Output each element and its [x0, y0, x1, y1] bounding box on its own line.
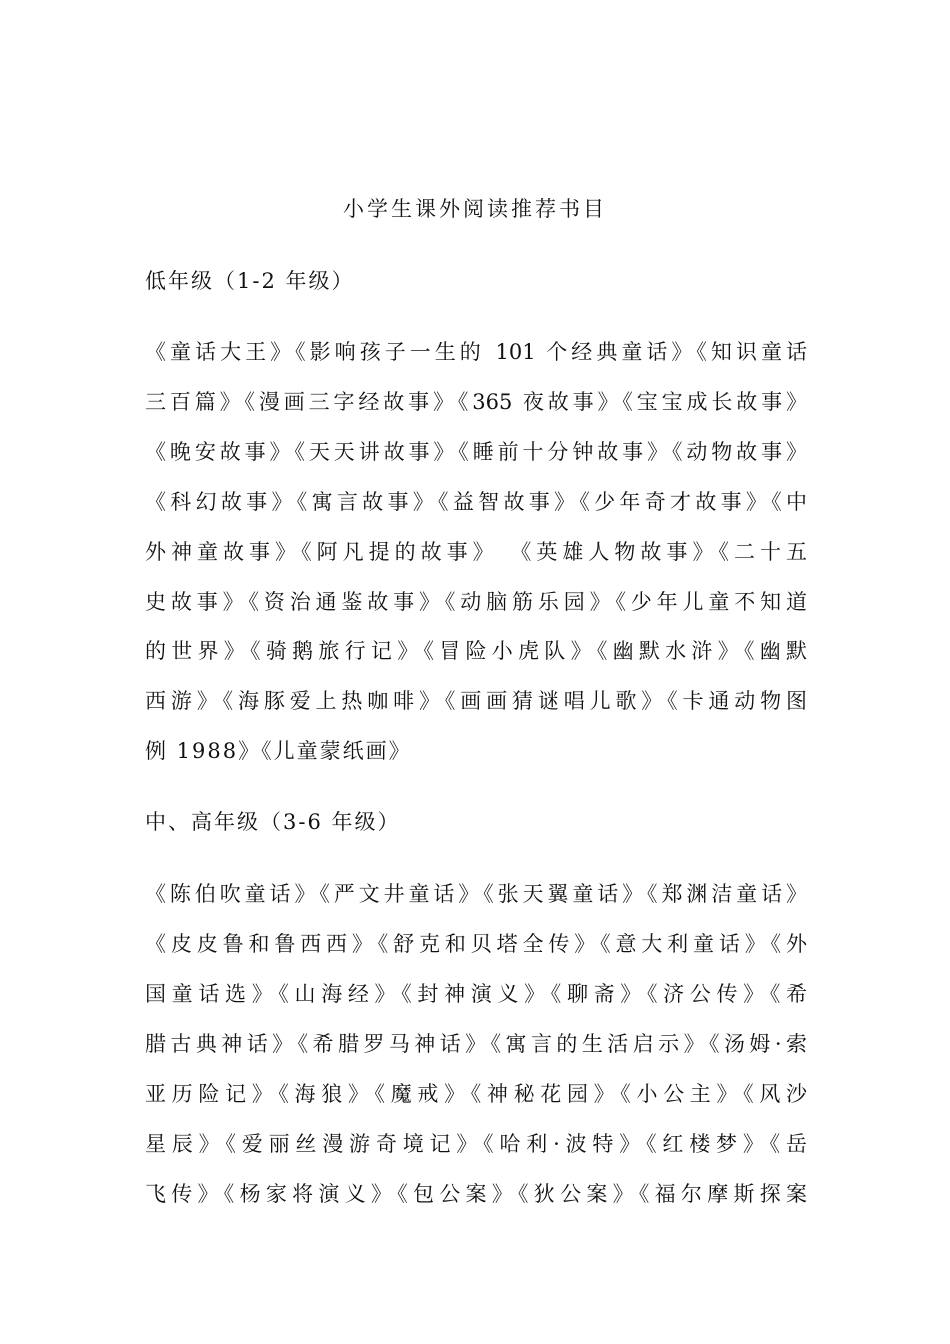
book-list-line: 腊古典神话》《希腊罗马神话》《寓言的生活启示》《汤姆·索	[145, 1032, 807, 1056]
book-list-line: 《皮皮鲁和鲁西西》《舒克和贝塔全传》《意大利童话》《外	[145, 932, 807, 956]
book-list-line: 三百篇》《漫画三字经故事》《365 夜故事》《宝宝成长故事》	[145, 390, 807, 414]
book-list-line: 星辰》《爱丽丝漫游奇境记》《哈利·波特》《红楼梦》《岳	[145, 1132, 807, 1156]
book-list-line: 西游》《海豚爱上热咖啡》《画画猜谜唱儿歌》《卡通动物图	[145, 689, 807, 713]
document-title: 小学生课外阅读推荐书目	[343, 197, 607, 221]
book-list-line: 《陈伯吹童话》《严文井童话》《张天翼童话》《郑渊洁童话》	[145, 882, 807, 906]
section-heading-lower-grades: 低年级（1-2 年级）	[145, 269, 355, 293]
book-list-line: 史故事》《资治通鉴故事》《动脑筋乐园》《少年儿童不知道	[145, 590, 807, 614]
book-list-line: 《晚安故事》《天天讲故事》《睡前十分钟故事》《动物故事》	[145, 440, 807, 464]
book-list-line: 《科幻故事》《寓言故事》《益智故事》《少年奇才故事》《中	[145, 490, 807, 514]
book-list-line: 国童话选》《山海经》《封神演义》《聊斋》《济公传》《希	[145, 982, 807, 1006]
book-list-line: 外神童故事》《阿凡提的故事》 《英雄人物故事》《二十五	[145, 540, 807, 564]
book-list-line: 的世界》《骑鹅旅行记》《冒险小虎队》《幽默水浒》《幽默	[145, 639, 807, 663]
book-list-line: 亚历险记》《海狼》《魔戒》《神秘花园》《小公主》《风沙	[145, 1082, 807, 1106]
section-heading-upper-grades: 中、高年级（3-6 年级）	[145, 810, 401, 834]
book-list-line: 《童话大王》《影响孩子一生的 101 个经典童话》《知识童话	[145, 340, 807, 364]
book-list-line: 例 1988》《儿童蒙纸画》	[145, 739, 412, 763]
book-list-line: 飞传》《杨家将演义》《包公案》《狄公案》《福尔摩斯探案	[145, 1182, 807, 1206]
